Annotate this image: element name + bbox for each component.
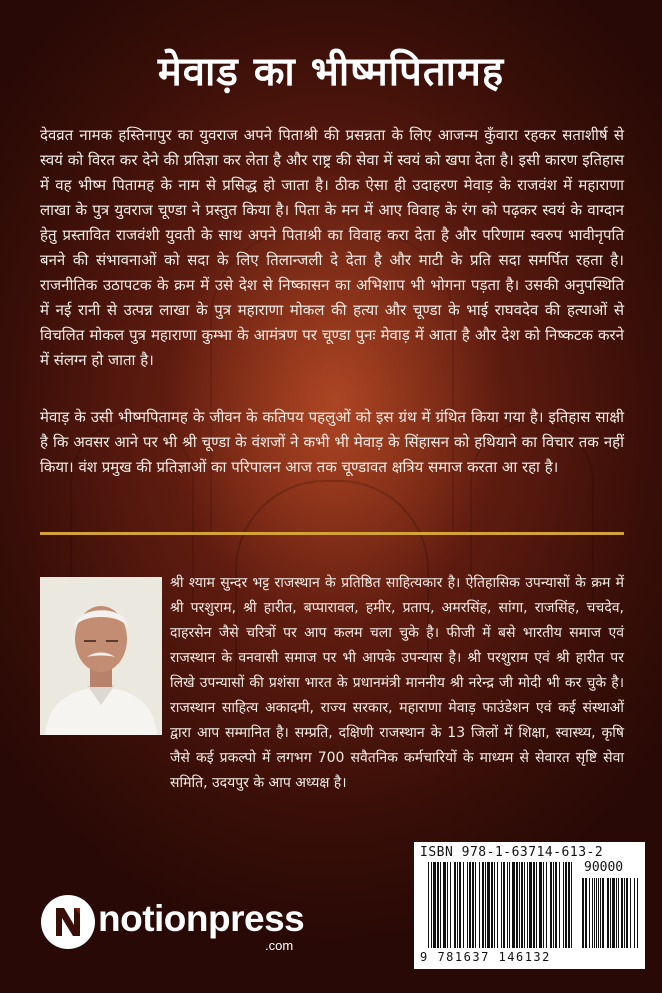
- author-portrait-illustration: [40, 577, 162, 735]
- barcode-bar: [543, 862, 544, 948]
- barcode-number: 9 781637 146132: [420, 950, 551, 964]
- barcode-bar: [503, 862, 505, 948]
- barcode-addon-bar: [634, 878, 635, 948]
- barcode-bar: [487, 862, 490, 948]
- barcode-addon-bar: [585, 878, 587, 948]
- barcode-bar: [469, 862, 471, 948]
- price-code: 90000: [584, 860, 624, 875]
- barcode-bar: [501, 862, 502, 948]
- barcode-bar: [497, 862, 498, 948]
- barcode-bar: [509, 862, 510, 948]
- barcode-addon-bar: [637, 878, 638, 948]
- barcode-bar: [529, 862, 532, 948]
- gold-divider: [40, 532, 624, 535]
- barcode-bar: [428, 862, 429, 948]
- publisher-name: notionpress: [98, 898, 305, 939]
- barcode-bar: [512, 862, 515, 948]
- barcode-bar: [454, 862, 456, 948]
- barcode-bar: [550, 862, 552, 948]
- barcode-addon-bar: [612, 878, 615, 948]
- author-photo: [40, 577, 162, 735]
- barcode-bar: [491, 862, 493, 948]
- barcode-bar: [536, 862, 537, 948]
- barcode-bar: [533, 862, 535, 948]
- barcode-bar: [450, 862, 451, 948]
- barcode-bar: [571, 862, 572, 948]
- author-bio: श्री श्याम सुन्दर भट्ट राजस्थान के प्रतिष्ठित साहित्यकार है। ऐतिहासिक उपन्यासों के क्रम में श्री परशुराम, श्री हारीत, बप्पारावल, हमीर, प्रताप, अमरसिंह, सांगा, राजसिंह, चचदेव, दाहरसेन जैसे चरित्रों पर आप कलम चला चुके है। फीजी में बसे भारतीय समाज एवं राजस्थान के वनवासी समाज पर भी आपके उपन्यास है। श्री परशुराम एवं श्री हारीत पर लिखे उपन्यासों की प्रशंसा भारत के प्रधानमंत्री माननीय श्री नरेन्द्र जी मोदी भी कर चुके है। राजस्थान साहित्य अकादमी, राज्य सरकार, महाराणा मेवाड़ फाउंडेशन एवं कई संस्थाओं द्वारा आप सम्मानित है। सम्प्रति, दक्षिणी राजस्थान के 13 जिलों में शिक्षा, स्वास्थ्य, कृषि जैसे कई प्रकल्पो में लगभग 700 सवैतनिक कर्मचारियों के माध्यम से सेवारत सृष्टि सेवा समिति, उदयपुर के आप अध्यक्ष है।: [170, 575, 624, 791]
- barcode-addon-bar: [598, 878, 599, 948]
- isbn-text: ISBN 978-1-63714-613-2: [420, 845, 604, 860]
- barcode-addon-bar: [610, 878, 611, 948]
- barcode-bar: [539, 862, 542, 948]
- barcode-bar: [516, 862, 518, 948]
- barcode-bar: [440, 862, 441, 948]
- barcode-addon-bar: [592, 878, 593, 948]
- barcode-addon-bar: [618, 878, 619, 948]
- notionpress-n-logo-icon: [40, 894, 96, 950]
- barcode-bar: [437, 862, 439, 948]
- barcode-bar: [433, 862, 436, 948]
- barcode-bar: [482, 862, 484, 948]
- barcode-addon-bar: [621, 878, 623, 948]
- barcode-addon-bar: [624, 878, 625, 948]
- barcode-bar: [519, 862, 520, 948]
- barcode-bar: [457, 862, 458, 948]
- barcode-bar: [546, 862, 547, 948]
- barcode-bar: [559, 862, 560, 948]
- book-title: मेवाड़ का भीष्मपितामह: [157, 48, 505, 95]
- publisher-logo: [40, 892, 305, 954]
- barcode-bar: [479, 862, 480, 948]
- barcode-bar: [494, 862, 495, 948]
- publisher-domain: .com: [265, 938, 294, 953]
- barcode-addon-bar: [607, 878, 609, 948]
- barcode-bar: [485, 862, 486, 948]
- barcode-bar: [467, 862, 468, 948]
- barcode-addon-bar: [589, 878, 590, 948]
- barcode-bar: [475, 862, 476, 948]
- description-paragraph-1: देवव्रत नामक हस्तिनापुर का युवराज अपने पिताश्री की प्रसन्नता के लिए आजन्म कुँवारा रहकर सताशीर्ष से स्वयं को विरत कर देने की प्रतिज्ञा कर लेता है और राष्ट्र की सेवा में स्वयं को खपा देता है। इसी कारण इतिहास में वह भीष्म पितामह के नाम से प्रसिद्ध हो जाता है। ठीक ऐसा ही उदाहरण मेवाड़ के राजवंश में महाराणा लाखा के पुत्र युवराज चूण्डा ने प्रस्तुत किया है। पिता के मन में आए विवाह के रंग को पढ़कर स्वयं के वाग्दान हेतु प्रस्तावित राजवंशी युवती के साथ अपने पिताश्री का विवाह करा देता है और परिणाम स्वरुप भावीनृपति बनने की संभावनाओं को सदा के लिए तिलान्जली दे देता है और माटी के प्रति सदा समर्पित रहता है। राजनीतिक उठापटक के क्रम में उसे देश से निष्कासन का अभिशाप भी भोगना पड़ता है। उसकी अनुपस्थिति में नई रानी से उत्पन्न लाखा के पुत्र महाराणा मोकल की हत्या और चूण्डा के भाई राघवदेव की हत्याओं से विचलित मोकल पुत्र महाराणा कुम्भा के आमंत्रण पर चूण्डा पुनः मेवाड़ में आता है और देश को निष्कटक करने में संलग्न हो जाता है।: [40, 126, 624, 369]
- barcode-addon-bar: [626, 878, 628, 948]
- barcode-addon-bar: [596, 878, 597, 948]
- barcode-bar: [568, 862, 570, 948]
- barcode-addon-bar: [582, 878, 584, 948]
- barcode-bar: [563, 862, 564, 948]
- barcode-bar: [459, 862, 461, 948]
- barcode-bar: [463, 862, 464, 948]
- isbn-barcode: [414, 842, 645, 969]
- barcode-addon-bar: [602, 878, 604, 948]
- barcode-bar: [553, 862, 554, 948]
- barcode-addon-bar: [630, 878, 631, 948]
- barcode-bar: [555, 862, 557, 948]
- barcode-bar: [431, 862, 432, 948]
- barcode-bar: [443, 862, 446, 948]
- barcode-addon-bar: [616, 878, 617, 948]
- barcode-addon-bar: [594, 878, 595, 948]
- description-paragraph-2: मेवाड़ के उसी भीष्मपितामह के जीवन के कतिपय पहलुओं को इस ग्रंथ में ग्रंथित किया गया है। इतिहास साक्षी है कि अवसर आने पर भी श्री चूण्डा के वंशजों ने कभी भी मेवाड़ के सिंहासन को हथियाने का विचार तक नहीं किया। वंश प्रमुख की प्रतिज्ञाओं का परिपालन आज तक चूण्डावत क्षत्रिय समाज करता आ रहा है।: [40, 408, 624, 476]
- barcode-bar: [524, 862, 525, 948]
- barcode-bar: [521, 862, 523, 948]
- barcode-bar: [472, 862, 474, 948]
- barcode-addon-bar: [600, 878, 601, 948]
- barcode-bar: [447, 862, 448, 948]
- barcode-bar: [565, 862, 567, 948]
- barcode-bar: [507, 862, 508, 948]
- barcode-bar: [527, 862, 528, 948]
